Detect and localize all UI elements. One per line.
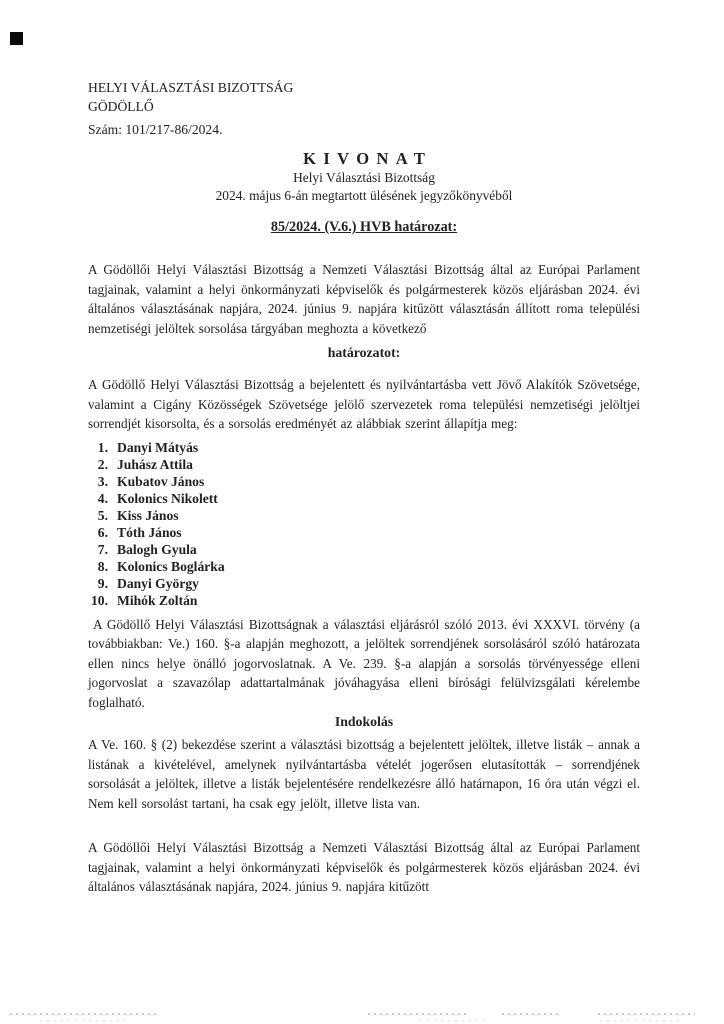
scan-noise-row bbox=[502, 1013, 560, 1015]
candidate-name: Juhász Attila bbox=[117, 456, 193, 472]
scan-artifact-square bbox=[10, 32, 23, 45]
candidate-item bbox=[80, 456, 640, 473]
scan-noise-row bbox=[598, 1013, 695, 1015]
kivonat-title: KIVONAT bbox=[303, 149, 433, 168]
reasoning-heading: Indokolás bbox=[334, 714, 394, 729]
candidate-name: Balogh Gyula bbox=[117, 541, 197, 557]
candidate-item bbox=[80, 592, 640, 609]
candidate-number: 3. bbox=[97, 473, 108, 489]
scan-noise-row bbox=[40, 1020, 130, 1021]
document-header bbox=[88, 78, 640, 139]
candidate-list bbox=[80, 439, 640, 609]
candidate-name: Kubatov János bbox=[117, 473, 205, 489]
candidate-item bbox=[80, 575, 640, 592]
scan-noise-row bbox=[420, 1020, 490, 1021]
candidate-item bbox=[80, 439, 640, 456]
candidate-item bbox=[80, 473, 640, 490]
legal-basis-paragraph: A Ve. 160. § (2) bekezdése szerint a választási bizottság a bejelentett jelöltek, illetve listák – annak a listának a kivételével, amelynek nyilvántartásba vételét jogerősen elutasították – sorrendjének sorsolását a jelöltek, illetve a listák bejelentésére rendelkezésre álló határnapon, 16 óra után végzi el. Nem kell sorsolást tartani, ha csak egy jelölt, illetve lista van. bbox=[88, 737, 640, 811]
session-subtitle: 2024. május 6-án megtartott ülésének jegyzőkönyvéből bbox=[215, 187, 513, 203]
candidate-name: Danyi Mátyás bbox=[117, 439, 199, 455]
candidate-item bbox=[80, 558, 640, 575]
candidate-number: 5. bbox=[97, 507, 108, 523]
lottery-paragraph: A Gödöllő Helyi Választási Bizottság a bejelentett és nyilvántartásba vett Jövő Alakítók Szövetsége, valamint a Cigány Közösségek Szövetsége jelölő szervezetek roma települési nemzetiségi jelöltjei sorrendjét kisorsolta, és a sorsolás eredményét az alábbiak szerint állapítja meg: bbox=[88, 377, 640, 431]
candidate-name: Kolonics Nikolett bbox=[117, 490, 218, 506]
scan-noise-row bbox=[600, 1020, 680, 1021]
candidate-number: 4. bbox=[97, 490, 108, 506]
decision-reference: 85/2024. (V.6.) HVB határozat: bbox=[270, 219, 458, 235]
committee-subtitle: Helyi Választási Bizottság bbox=[293, 170, 435, 185]
candidate-item bbox=[80, 490, 640, 507]
scan-noise-row bbox=[10, 1013, 160, 1015]
decision-heading: határozatot: bbox=[327, 345, 401, 360]
city-name: GÖDÖLLŐ bbox=[88, 99, 154, 114]
candidate-item bbox=[80, 541, 640, 558]
candidate-number: 8. bbox=[97, 558, 108, 574]
scan-noise-row bbox=[368, 1013, 470, 1015]
candidate-item bbox=[80, 524, 640, 541]
candidate-item bbox=[80, 507, 640, 524]
document-number: Szám: 101/217-86/2024. bbox=[88, 122, 223, 137]
candidate-number: 6. bbox=[97, 524, 108, 540]
candidate-number: 1. bbox=[97, 439, 108, 455]
candidate-name: Kiss János bbox=[117, 507, 179, 523]
candidate-number: 9. bbox=[97, 575, 108, 591]
candidate-number: 2. bbox=[97, 456, 108, 472]
document-content bbox=[88, 0, 640, 897]
candidate-number: 7. bbox=[97, 541, 108, 557]
candidate-number: 10. bbox=[91, 592, 108, 608]
closing-paragraph: A Gödöllői Helyi Választási Bizottság a Nemzeti Választási Bizottság által az Európai Parlament tagjainak, valamint a helyi önkormányzati képviselők és polgármesterek közös eljárásban 2024. évi általános választásának napjára, 2024. június 9. napjára kitűzött bbox=[88, 840, 640, 894]
candidate-name: Mihók Zoltán bbox=[117, 592, 198, 608]
committee-name: HELYI VÁLASZTÁSI BIZOTTSÁG bbox=[88, 80, 294, 95]
candidate-name: Tóth János bbox=[117, 524, 182, 540]
intro-paragraph: A Gödöllői Helyi Választási Bizottság a Nemzeti Választási Bizottság által az Európai Parlament tagjainak, valamint a helyi önkormányzati képviselők és polgármesterek közös eljárásban 2024. évi általános választásának napjára, 2024. június 9. napjára kitűzött választásán állított roma települési nemzetiségi jelöltek sorsolása tárgyában meghozta a következő bbox=[88, 262, 640, 336]
candidate-name: Kolonics Boglárka bbox=[117, 558, 225, 574]
title-block bbox=[88, 149, 640, 204]
appeal-paragraph: A Gödöllő Helyi Választási Bizottságnak a választási eljárásról szóló 2013. évi XXXVI. törvény (a továbbiakban: Ve.) 160. §-a alapján meghozott, a jelöltek sorrendjének sorsolásáról szóló határozata ellen nincs helye önálló jogorvoslatnak. A Ve. 239. §-a alapján a sorsolás törvényessége elleni jogorvoslat a szavazólap adattartalmának jóváhagyása elleni bírósági felülvizsgálati kérelembe foglalható. bbox=[88, 616, 640, 710]
candidate-name: Danyi György bbox=[117, 575, 199, 591]
